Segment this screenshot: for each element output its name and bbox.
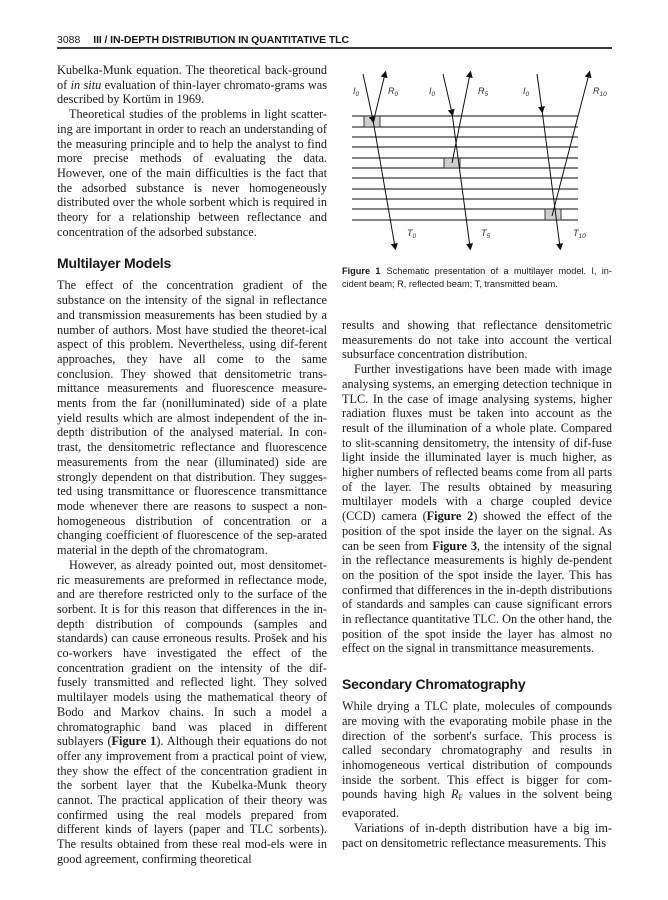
paragraph: While drying a TLC plate, molecules of compounds are moving with the evaporating mobile phase in the direction of the sorbent's surface. This process is called secondary chromatography and results in inhomogeneous vertical distribution of compounds inside the sorbent. This effect is bigger for com-pounds having high $R_F$ values in the solvent being evaporated. [342,699,612,821]
running-header [57,33,612,47]
paragraph: The effect of the concentration gradient of the substance on the intensity of the signal in reflectance and transmission measurements has been studied by a number of authors. Most have studied the theoret-ical aspect of this problem. Nevertheless, using dif-ferent approaches, they have all come to the same conclusion. They showed that densitometric trans-mittance measurements and fluorescence measure-ments from the far (nonilluminated) side of a plate yield results which are almost independent of the in-depth distribution of the analysed material. In con-trast, the densitometric reflectance and fluorescence measurements from the near (illuminated) side are strongly dependent on that distribution. They sugges-ted using transmittance or fluorescence transmittance mode whenever there are reasons to suspect a non-homogeneous distribution of concentration or a changing coefficient of fluorescence of the sep-arated material in the depth of the chromatogram. [57,278,327,558]
header-rule [57,47,612,49]
section-heading: Multilayer Models [57,255,172,272]
sorbent-layer-lines [352,116,578,220]
figure-reference[interactable]: Figure 1 [111,734,157,749]
italic-term: in situ [70,77,102,92]
caption-text: Schematic presentation of a multilayer model. I, in-cident beam; R, reflected beam; T, transmitted beam. [342,266,612,289]
figure-reference[interactable]: Figure 3 [432,538,478,553]
figure-caption [342,265,612,290]
label-T0: $T_0$ [407,228,417,240]
label-R0: $R_0$ [388,86,399,98]
incident-beam-10 [537,74,542,110]
label-I0-b: $I_0$ [429,86,436,98]
figure-1-multilayer-diagram [342,60,612,250]
incident-beam-0 [363,74,373,120]
label-R10: $R_{10}$ [593,86,607,98]
figure-label: Figure 1 [342,266,381,276]
label-I0-c: $I_0$ [523,86,530,98]
right-column [342,318,612,850]
reflected-beam-5 [452,74,470,163]
multilayer-model-svg [342,60,612,250]
rf-symbol: R [450,787,459,802]
reflected-beam-10 [552,74,589,216]
label-I0-a: $I_0$ [353,86,360,98]
paragraph: Kubelka-Munk equation. The theoretical back-ground of in situ evaluation of thin-layer chromato-grams was described by Kortüm in 1969. [57,63,327,107]
paragraph: Further investigations have been made with image analysing systems, an emerging detection technique in TLC. In the case of image analysing systems, higher radiation fluxes must be taken into account as the result of the illumination of a whole plate. Compared to slit-scanning densitometry, the intensity of dif-fuse light inside the illuminated layer is much higher, as higher numbers of reflected beams come from all parts of the layer. The results obtained by measuring multilayer models with a charge coupled device (CCD) camera (Figure 2) showed the effect of the position of the spot inside the layer on the signal. As can be seen from Figure 3, the intensity of the signal in the reflectance measurements is highly de-pendent on the position of the spot inside the layer. This has confirmed that differences in the in-depth distributions of standards and samples can cause significant errors in reflectance quantitative TLC. On the other hand, the position of the spot inside the layer has almost no effect on the signal in transmittance measurements. [342,362,612,656]
rf-subscript: F [458,793,463,803]
section-heading: Secondary Chromatography [342,676,526,693]
paragraph: However, as already pointed out, most densitomet-ric measurements are preformed in reflectance mode, and are therefore restricted only to the surface of the sorbent. It is for this reason that differences in the in-depth distribution of compounds (samples and standards) can cause erroneous results. Prošek and his co-workers have investigated the effect of the concentration gradient on the intensity of the dif-fusely transmitted and reflected light. They solved multilayer models using the mathematical theory of Bodo and Markov chains. In such a model a chromatographic band was placed in different sublayers (Figure 1). Although their equations do not offer any improvement from a practical point of view, they show the effect of the concentration gradient in the sorbent layer that the Kubelka-Munk theory cannot. The practical application of their theory was confirmed using the real models prepared from different kinds of layers (paper and TLC sorbents). The results obtained from these real mod-els were in good agreement, confirming theoretical [57,557,327,866]
figure-reference[interactable]: Figure 2 [426,509,474,524]
label-T5: $T_5$ [481,228,491,240]
paragraph: Theoretical studies of the problems in light scatter-ing are important in order to reach an understanding of the measuring principle and to help the analyst to find more precise methods of evaluating the data. However, one of the main difficulties is the fact that the adsorbed substance is never homogeneously distributed over the whole sorbent which is required in theory for a relationship between reflectance and concentration of the adsorbed substance. [57,107,327,239]
paragraph: Variations of in-depth distribution have a big im-pact on densitometric reflectance measurements. This [342,820,612,850]
left-column [57,63,327,867]
label-T10: $T_{10}$ [573,228,586,240]
running-head-title: III / IN-DEPTH DISTRIBUTION IN QUANTITATIVE TLC [93,34,349,46]
paragraph: results and showing that reflectance densitometric measurements do not take into account the vertical subsurface concentration distribution. [342,318,612,362]
incident-beam-5 [443,74,452,113]
page-number: 3088 [57,34,81,46]
label-R5: $R_5$ [478,86,489,98]
